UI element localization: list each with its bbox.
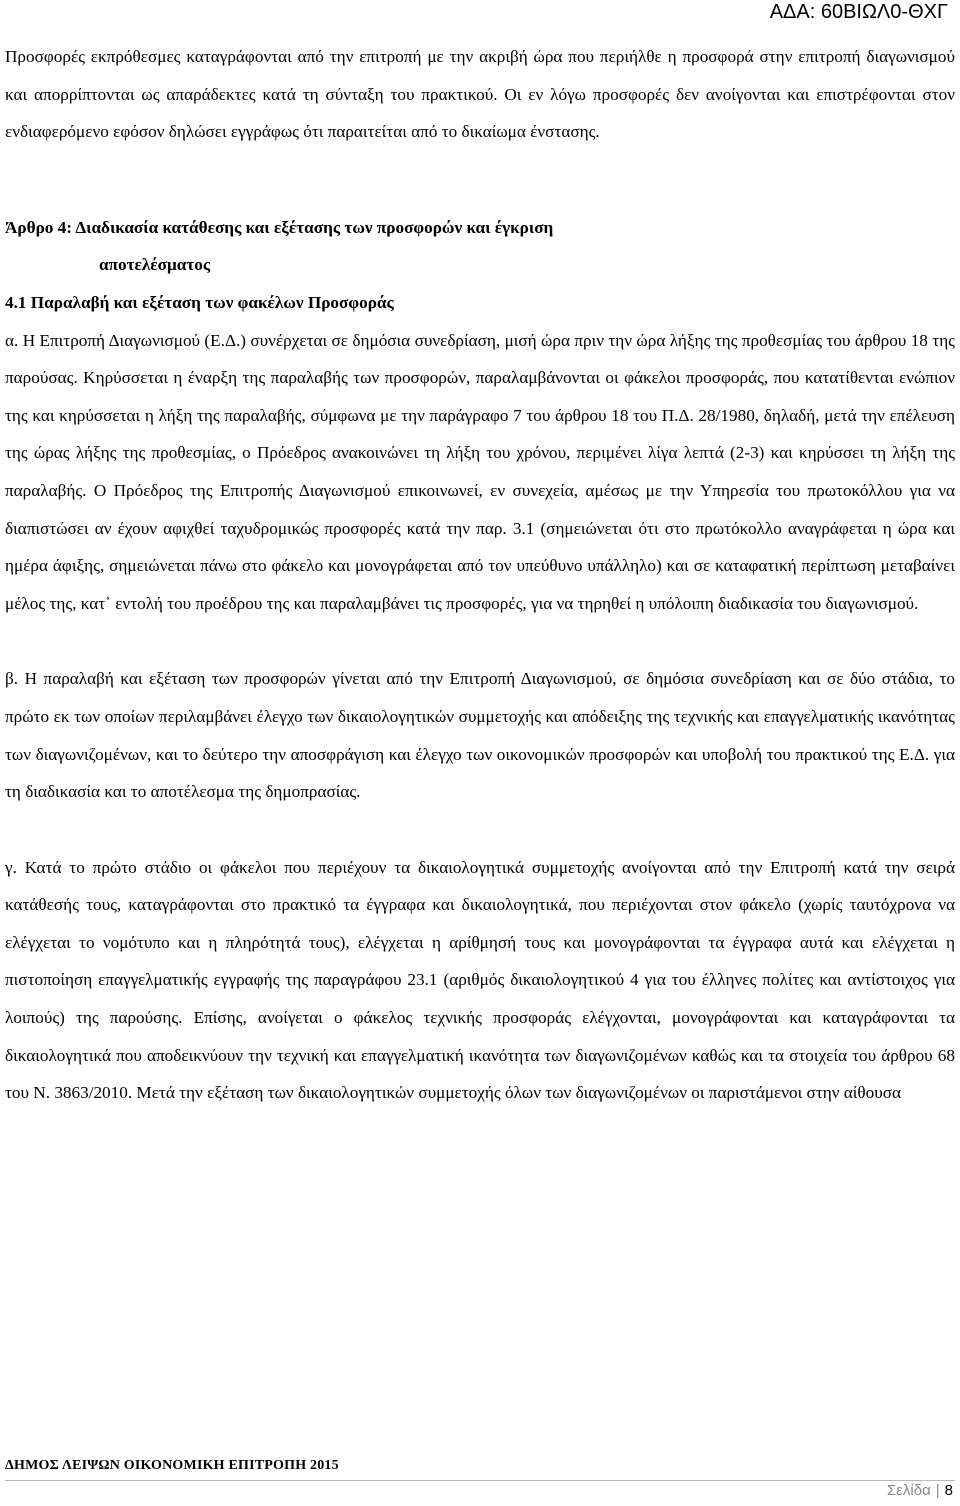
- document-body: [5, 38, 955, 1112]
- ada-code: ΑΔΑ: 60ΒΙΩΛ0-ΘΧΓ: [769, 1, 948, 23]
- page-number: 8: [944, 1482, 953, 1499]
- article-title: Άρθρο 4: Διαδικασία κατάθεσης και εξέτασης των προσφορών και έγκριση: [5, 217, 554, 237]
- article-title-continuation: αποτελέσματος: [99, 255, 211, 275]
- page-separator: |: [935, 1482, 940, 1499]
- page-label: Σελίδα: [886, 1482, 931, 1499]
- paragraph-c: γ. Κατά το πρώτο στάδιο οι φάκελοι που περιέχουν τα δικαιολογητικά συμμετοχής ανοίγονται από την Επιτροπή κατά την σειρά κατάθεσής τους, καταγράφονται στο πρακτικό τα έγγραφα και δικαιολογητικά, που περιέχονται στον φάκελο (χωρίς ταυτόχρονα να ελέγχεται το νομότυπο και η πληρότητά τους), ελέγχεται η αρίθμησή τους και μονογράφονται τα έγγραφα αυτά και ελέγχεται η πιστοποίηση επαγγελματικής εγγραφής της παραγράφου 23.1 (αριθμός δικαιολογητικού 4 για του έλληνες πολίτες και αντίστοιχος για λοιπούς) της παρούσης. Επίσης, ανοίγεται ο φάκελος τεχνικής προσφοράς ελέγχονται, μονογράφονται και καταγράφονται τα δικαιολογητικά που αποδεικνύουν την τεχνική και επαγγελματική ικανότητα των διαγωνιζομένων καθώς και τα στοιχεία του άρθρου 68 του Ν. 3863/2010. Μετά την εξέταση των δικαιολογητικών συμμετοχής όλων των διαγωνιζομένων οι παριστάμενοι στην αίθουσα: [5, 857, 955, 1103]
- footer-divider: [5, 1480, 955, 1481]
- page-indicator: [887, 1482, 953, 1499]
- intro-paragraph: Προσφορές εκπρόθεσμες καταγράφονται από την επιτροπή με την ακριβή ώρα που περιήλθε η προσφορά στην επιτροπή διαγωνισμού και απορρίπτονται ως απαράδεκτες κατά τη σύνταξη του πρακτικού. Οι εν λόγω προσφορές δεν ανοίγονται και επιστρέφονται στον ενδιαφερόμενο εφόσον δηλώσει εγγράφως ότι παραιτείται από το δικαίωμα ένστασης.: [5, 47, 955, 142]
- section-title: 4.1 Παραλαβή και εξέταση των φακέλων Προσφοράς: [5, 292, 394, 312]
- paragraph-b: β. Η παραλαβή και εξέταση των προσφορών γίνεται από την Επιτροπή Διαγωνισμού, σε δημόσια συνεδρίαση και σε δύο στάδια, το πρώτο εκ των οποίων περιλαμβάνει έλεγχο των δικαιολογητικών συμμετοχής και απόδειξης της τεχνικής και επαγγελματικής ικανότητας των διαγωνιζομένων, και το δεύτερο την αποσφράγιση και έλεγχο των οικονομικών προσφορών και υποβολή του πρακτικού της Ε.Δ. για τη διαδικασία και το αποτέλεσμα της δημοπρασίας.: [5, 669, 955, 802]
- page-footer: [5, 1458, 955, 1498]
- paragraph-a: α. Η Επιτροπή Διαγωνισμού (Ε.Δ.) συνέρχεται σε δημόσια συνεδρίαση, μισή ώρα πριν την ώρα λήξης της προθεσμίας του άρθρου 18 της παρούσας. Κηρύσσεται η έναρξη της παραλαβής των προσφορών, παραλαμβάνονται οι φάκελοι προσφοράς, που κατατίθενται ενώπιον της και κηρύσσεται η λήξη της παραλαβής, σύμφωνα με την παράγραφο 7 του άρθρου 18 του Π.Δ. 28/1980, δηλαδή, μετά την επέλευση της ώρας λήξης της προθεσμίας, ο Πρόεδρος ανακοινώνει τη λήξη του χρόνου, περιμένει λίγα λεπτά (2-3) και κηρύσσει τη λήξη της παραλαβής. Ο Πρόεδρος της Επιτροπής Διαγωνισμού επικοινωνεί, εν συνεχεία, αμέσως με την Υπηρεσία του πρωτοκόλλου για να διαπιστώσει αν έχουν αφιχθεί ταχυδρομικώς προσφορές κατά την παρ. 3.1 (σημειώνεται ότι στο πρωτόκολλο αναγράφεται η ώρα και ημέρα άφιξης, σημειώνεται πάνω στο φάκελο και μονογράφεται από τον υπεύθυνο υπάλληλο) και σε καταφατική περίπτωση μεταβαίνει μέλος της, κατ᾽ εντολή του προέδρου της και παραλαμβάνει τις προσφορές, για να τηρηθεί η υπόλοιπη διαδικασία του διαγωνισμού.: [5, 330, 955, 613]
- spacer: [5, 151, 955, 209]
- spacer: [5, 811, 955, 849]
- spacer: [5, 622, 955, 660]
- footer-organization: ΔΗΜΟΣ ΛΕΙΨΩΝ ΟΙΚΟΝΟΜΙΚΗ ΕΠΙΤΡΟΠΗ 2015: [5, 1458, 339, 1473]
